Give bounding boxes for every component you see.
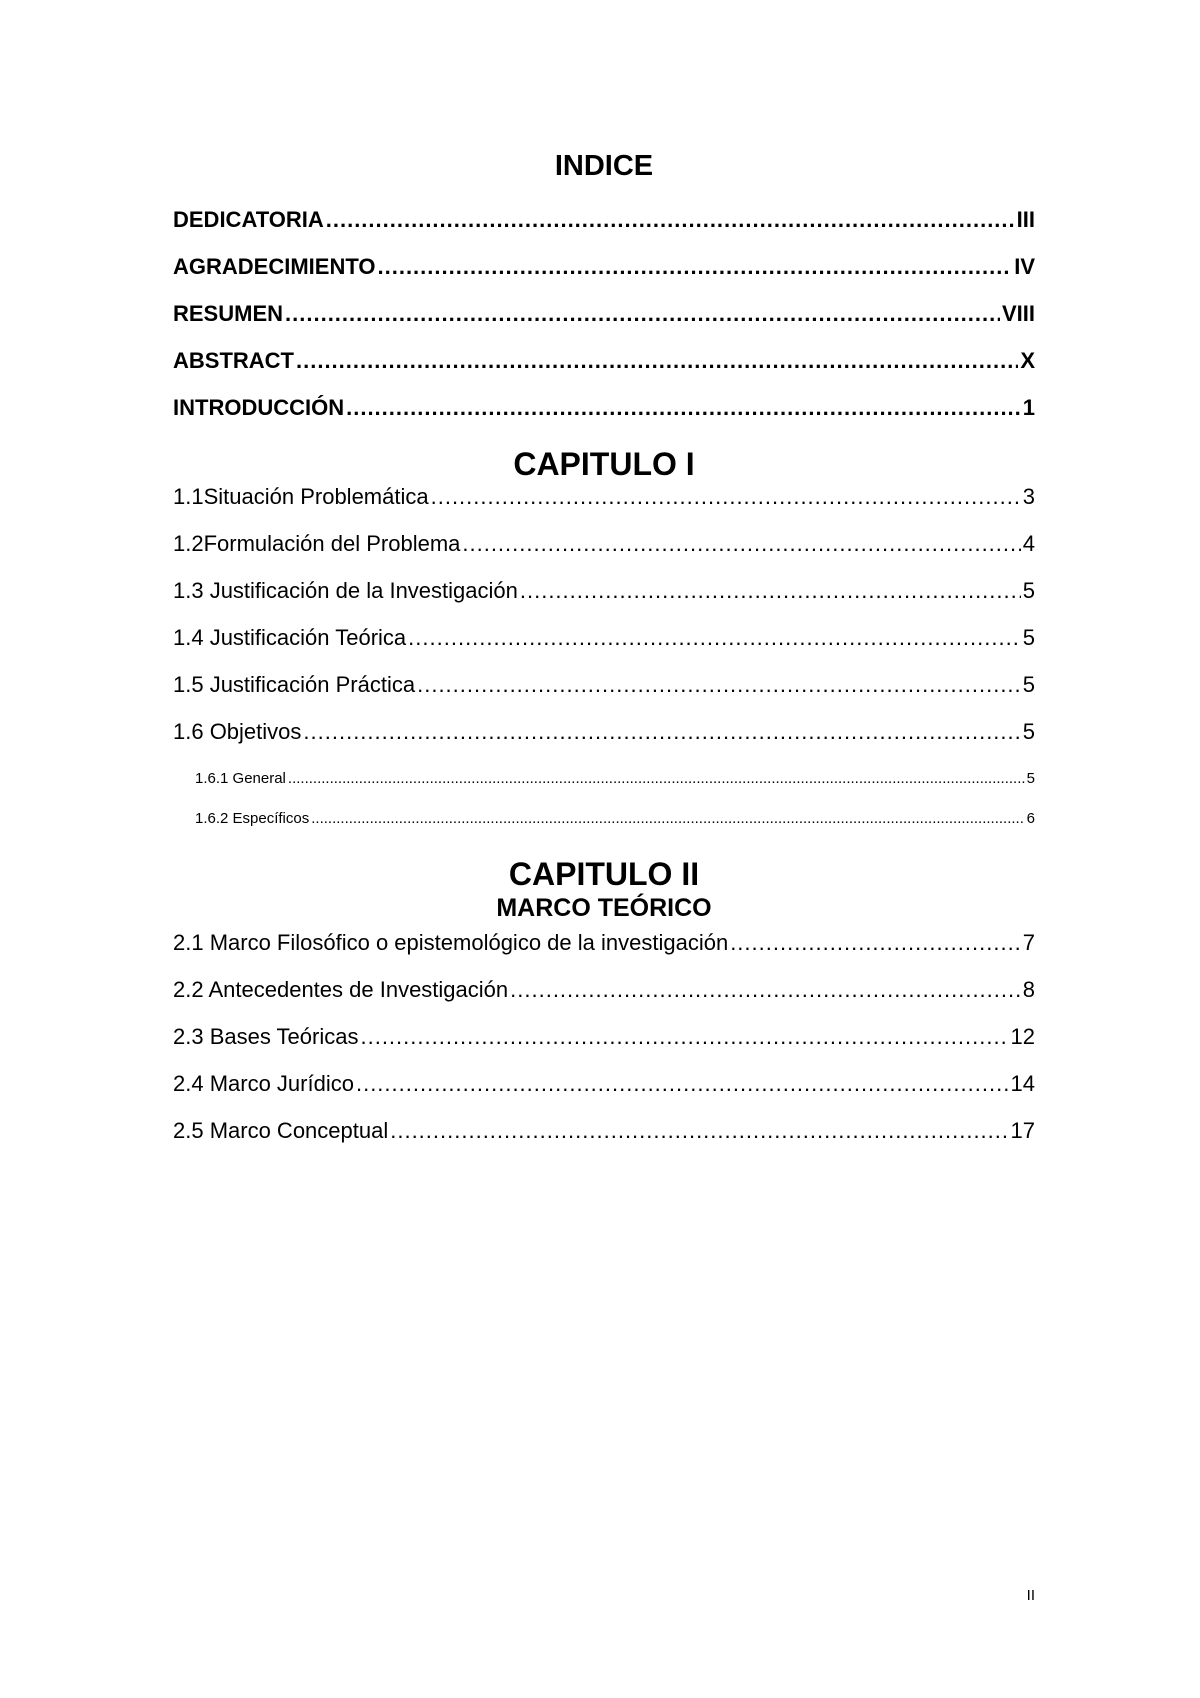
dot-leader: [462, 530, 1020, 558]
toc-entry-1-1[interactable]: [173, 483, 1035, 530]
toc-entry-page: 5: [1026, 770, 1035, 787]
toc-entry-resumen[interactable]: [173, 300, 1035, 347]
dot-leader: [346, 394, 1021, 422]
toc-entry-agradecimiento[interactable]: [173, 253, 1035, 300]
toc-entry-label: Formulación del Problema: [203, 531, 461, 556]
chapter-2-title: CAPITULO II: [508, 856, 700, 892]
dot-leader: [431, 483, 1021, 511]
dot-leader: [417, 671, 1021, 699]
dot-leader: [288, 765, 1025, 793]
toc-entry-label: ABSTRACT: [173, 348, 294, 373]
dot-leader: [408, 624, 1021, 652]
toc-entry-page: 3: [1022, 484, 1035, 509]
toc-entry-page: 5: [1022, 625, 1035, 650]
toc-entry-label: 1.3 Justificación de la Investigación: [173, 578, 518, 603]
toc-entry-page: 12: [1010, 1024, 1035, 1049]
toc-entry-page: III: [1016, 207, 1035, 232]
page-number: II: [1026, 1587, 1035, 1604]
dot-leader: [285, 300, 1000, 328]
toc-entry-2-4[interactable]: [173, 1070, 1035, 1117]
toc-entry-label: 1.6.2 Específicos: [195, 810, 310, 827]
dot-leader: [520, 577, 1021, 605]
toc-entry-page: 4: [1022, 531, 1035, 556]
toc-entry-label: 2.5 Marco Conceptual: [173, 1118, 389, 1143]
dot-leader: [730, 929, 1021, 957]
toc-entry-number: 1.2: [173, 531, 204, 556]
dot-leader: [311, 805, 1024, 833]
toc-title: INDICE: [554, 150, 654, 182]
toc-entry-label: 1.5 Justificación Práctica: [173, 672, 416, 697]
toc-entry-label: 1.4 Justificación Teórica: [173, 625, 407, 650]
dot-leader: [303, 718, 1020, 746]
toc-entry-page: VIII: [1001, 301, 1035, 326]
toc-entry-label: 2.3 Bases Teóricas: [173, 1024, 359, 1049]
toc-entry-label: DEDICATORIA: [173, 207, 324, 232]
dot-leader: [296, 347, 1018, 375]
dot-leader: [378, 253, 1013, 281]
toc-entry-page: 17: [1010, 1118, 1035, 1143]
toc-entry-page: 5: [1022, 719, 1035, 744]
toc-entry-label: AGRADECIMIENTO: [173, 254, 376, 279]
toc-entry-number: 1.1: [173, 484, 204, 509]
toc-entry-2-5[interactable]: [173, 1117, 1035, 1164]
dot-leader: [390, 1117, 1008, 1145]
toc-entry-label: Situación Problemática: [203, 484, 429, 509]
toc-entry-1-4[interactable]: [173, 624, 1035, 671]
toc-entry-page: 5: [1022, 578, 1035, 603]
toc-entry-2-3[interactable]: [173, 1023, 1035, 1070]
toc-entry-page: 6: [1026, 810, 1035, 827]
toc-entry-1-6-2[interactable]: [173, 805, 1035, 845]
toc-entry-page: 14: [1010, 1071, 1035, 1096]
toc-entry-label: 1.6.1 General: [195, 770, 286, 787]
chapter-2-subtitle: MARCO TEÓRICO: [496, 894, 712, 922]
toc-entry-abstract[interactable]: [173, 347, 1035, 394]
toc-entry-1-3[interactable]: [173, 577, 1035, 624]
toc-entry-1-6-1[interactable]: [173, 765, 1035, 805]
toc-entry-page: X: [1020, 348, 1035, 373]
table-of-contents: [173, 148, 1035, 1164]
toc-entry-label: 2.1 Marco Filosófico o epistemológico de la investigación: [173, 930, 729, 955]
toc-entry-label: 2.2 Antecedentes de Investigación: [173, 977, 509, 1002]
toc-entry-page: 5: [1022, 672, 1035, 697]
toc-entry-dedicatoria[interactable]: [173, 206, 1035, 253]
dot-leader: [360, 1023, 1008, 1051]
chapter-1-title: CAPITULO I: [513, 446, 695, 482]
toc-entry-page: IV: [1014, 254, 1035, 279]
dot-leader: [356, 1070, 1009, 1098]
dot-leader: [510, 976, 1021, 1004]
toc-entry-label: 2.4 Marco Jurídico: [173, 1071, 354, 1096]
toc-entry-1-2[interactable]: [173, 530, 1035, 577]
toc-entry-2-2[interactable]: [173, 976, 1035, 1023]
toc-entry-introduccion[interactable]: [173, 394, 1035, 441]
toc-entry-label: RESUMEN: [173, 301, 284, 326]
toc-entry-2-1[interactable]: [173, 929, 1035, 976]
toc-entry-label: INTRODUCCIÓN: [173, 395, 345, 420]
dot-leader: [326, 206, 1015, 234]
toc-entry-page: 1: [1022, 395, 1035, 420]
toc-entry-page: 7: [1022, 930, 1035, 955]
toc-entry-label: 1.6 Objetivos: [173, 719, 302, 744]
toc-entry-1-6[interactable]: [173, 718, 1035, 765]
toc-entry-page: 8: [1022, 977, 1035, 1002]
toc-entry-1-5[interactable]: [173, 671, 1035, 718]
